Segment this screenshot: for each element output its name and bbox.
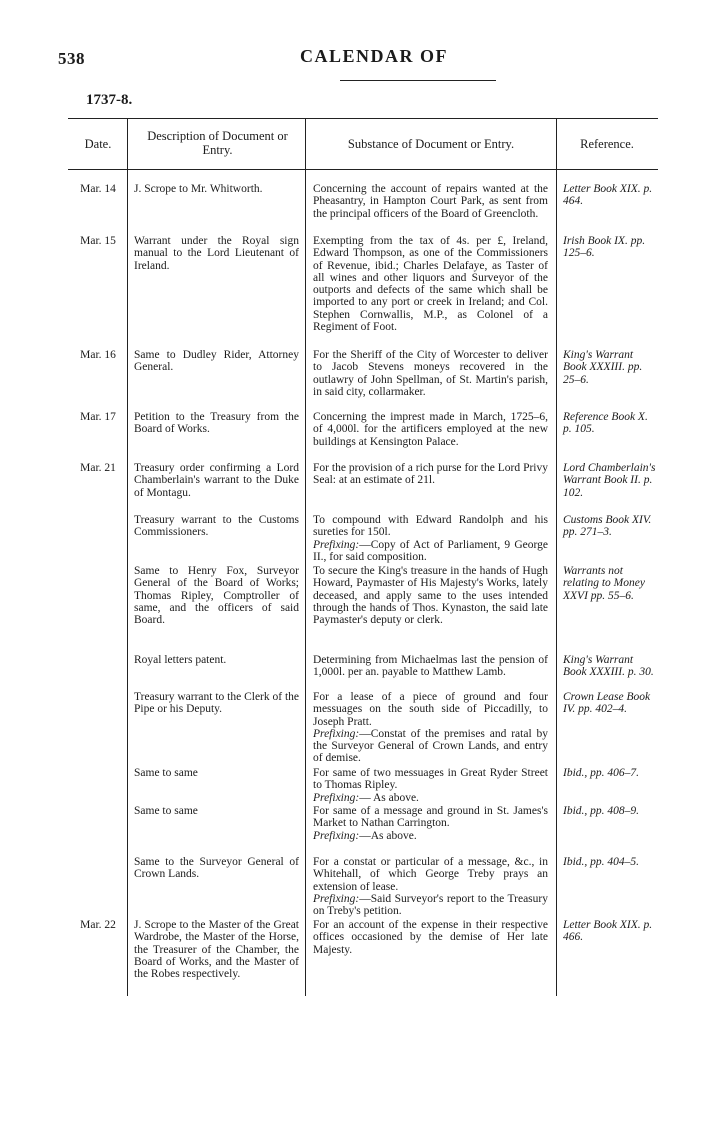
row-reference: Customs Book XIV. pp. 271–3.: [563, 514, 652, 539]
column-divider-1: [127, 118, 128, 996]
row-description: Treasury warrant to the Clerk of the Pipe or his Deputy.: [134, 691, 300, 716]
row-description: J. Scrope to the Master of the Great Wardrobe, the Master of the Horse, the Treasurer of the Chamber, the Board of Works, and the Master of the Robes respectively.: [134, 919, 299, 981]
row-substance: For the Sheriff of the City of Worcester to deliver to Jacob Stevens moneys recovered in the outlawry of John Spellman, of St. Martin's parish, in said city, collarmaker.: [313, 349, 548, 398]
column-divider-3: [556, 118, 557, 996]
column-header-description: Description of Document or Entry.: [147, 129, 288, 157]
row-substance: To secure the King's treasure in the hands of Hugh Howard, Paymaster of His Majesty's Works, lately deceased, and apply same to the uses intended through the hands of Thos. Kynaston, the said late Paymaster's deputy or clerk.: [313, 565, 548, 627]
row-description: Same to same: [134, 767, 198, 779]
column-header-date: Date.: [84, 137, 112, 151]
table-top-rule: [68, 118, 658, 119]
year-label: 1737-8.: [86, 92, 133, 108]
row-reference: Ibid., pp. 406–7.: [563, 767, 640, 779]
prefixing-label: Prefixing:: [313, 538, 360, 551]
row-date: Mar. 15: [80, 235, 116, 247]
row-date: Mar. 21: [80, 462, 116, 474]
prefixing-text: —As above.: [359, 829, 417, 842]
row-date: Mar. 22: [80, 919, 116, 931]
prefixing-text: —Constat of the premises and ratal by the Surveyor General of Crown Lands, and entry of demise.: [313, 727, 548, 765]
running-title: CALENDAR OF: [300, 46, 449, 66]
row-reference: Letter Book XIX. p. 464.: [563, 183, 653, 208]
row-reference: Warrants not relating to Money XXVI pp. 55–6.: [563, 565, 645, 602]
prefixing-label: Prefixing:: [313, 727, 360, 740]
row-reference: Lord Chamberlain's Warrant Book II. p. 102.: [563, 462, 656, 499]
row-substance: Determining from Michaelmas last the pension of 1,000l. per an. payable to Matthew Lamb.: [313, 654, 548, 679]
row-reference: Irish Book IX. pp. 125–6.: [563, 235, 646, 260]
row-substance: [313, 514, 548, 563]
row-substance: Exempting from the tax of 4s. per £, Ireland, Edward Thompson, as one of the Commissioners of Revenue, ibid.; Charles Delafaye, as Taster of all wines and other liquors and Surveyor of the outports and defects of the same which shall be imported to any port or creek in Ireland; and Col. Stephen Cornwallis, M.P., as Colonel of a Regiment of Foot.: [313, 235, 548, 334]
row-substance: Concerning the imprest made in March, 1725–6, of 4,000l. for the artificers employed at the new buildings at Kensington Palace.: [313, 411, 548, 448]
prefixing-text: —Copy of Act of Parliament, 9 George II., for said composition.: [313, 538, 548, 563]
row-substance: [313, 767, 548, 804]
row-date: Mar. 14: [80, 183, 116, 195]
row-reference: Ibid., pp. 404–5.: [563, 856, 640, 868]
table-header-rule: [68, 169, 658, 170]
row-description: Same to same: [134, 805, 198, 817]
prefixing-text: — As above.: [359, 791, 419, 804]
substance-text: For a constat or particular of a message, &c., in Whitehall, of which George Treby prays an extension of lease.: [313, 856, 548, 893]
row-substance: [313, 856, 548, 917]
row-date: Mar. 16: [80, 349, 116, 361]
row-description: Same to the Surveyor General of Crown Lands.: [134, 856, 299, 881]
title-rule: [340, 80, 496, 81]
prefixing-label: Prefixing:: [313, 892, 360, 905]
column-divider-2: [305, 118, 306, 996]
row-substance: [313, 805, 548, 842]
substance-text: For a lease of a piece of ground and four messuages on the south side of Piccadilly, to Joseph Pratt.: [313, 691, 548, 728]
row-description: Royal letters patent.: [134, 654, 227, 666]
row-reference: Reference Book X. p. 105.: [563, 411, 648, 436]
row-reference: Ibid., pp. 408–9.: [563, 805, 640, 817]
row-reference: Letter Book XIX. p. 466.: [563, 919, 653, 944]
prefixing-text: —Said Surveyor's report to the Treasury on Treby's petition.: [313, 892, 548, 918]
row-description: Treasury warrant to the Customs Commissioners.: [134, 514, 299, 539]
row-description: Warrant under the Royal sign manual to the Lord Lieutenant of Ireland.: [134, 235, 299, 272]
row-date: Mar. 17: [80, 411, 116, 423]
row-reference: Crown Lease Book IV. pp. 402–4.: [563, 691, 651, 716]
row-reference: King's Warrant Book XXXIII. p. 30.: [563, 654, 654, 679]
row-description: Same to Henry Fox, Surveyor General of the Board of Works; Thomas Ripley, Comptroller of same, and the officers of said Board.: [134, 565, 299, 627]
row-description: Treasury order confirming a Lord Chamberlain's warrant to the Duke of Montagu.: [134, 462, 299, 499]
row-substance: For the provision of a rich purse for the Lord Privy Seal: at an estimate of 21l.: [313, 462, 548, 487]
row-description: J. Scrope to Mr. Whitworth.: [134, 183, 263, 195]
prefixing-label: Prefixing:: [313, 829, 360, 842]
column-header-reference: Reference.: [580, 137, 634, 151]
page-number: 538: [58, 49, 85, 68]
substance-text: To compound with Edward Randolph and his sureties for 150l.: [313, 514, 548, 539]
row-reference: King's Warrant Book XXXIII. pp. 25–6.: [563, 349, 643, 386]
row-description: Petition to the Treasury from the Board of Works.: [134, 411, 299, 436]
substance-text: For same of two messuages in Great Ryder Street to Thomas Ripley.: [313, 767, 548, 792]
substance-text: For same of a message and ground in St. James's Market to Nathan Carrington.: [313, 805, 548, 830]
row-description: Same to Dudley Rider, Attorney General.: [134, 349, 299, 374]
prefixing-label: Prefixing:: [313, 791, 360, 804]
row-substance: Concerning the account of repairs wanted at the Pheasantry, in Hampton Court Park, as sent from the principal officers of the Board of Greencloth.: [313, 183, 548, 220]
column-header-substance: Substance of Document or Entry.: [347, 137, 515, 151]
row-substance: For an account of the expense in their respective offices occasioned by the demise of Her late Majesty.: [313, 919, 548, 956]
row-substance: [313, 691, 548, 765]
